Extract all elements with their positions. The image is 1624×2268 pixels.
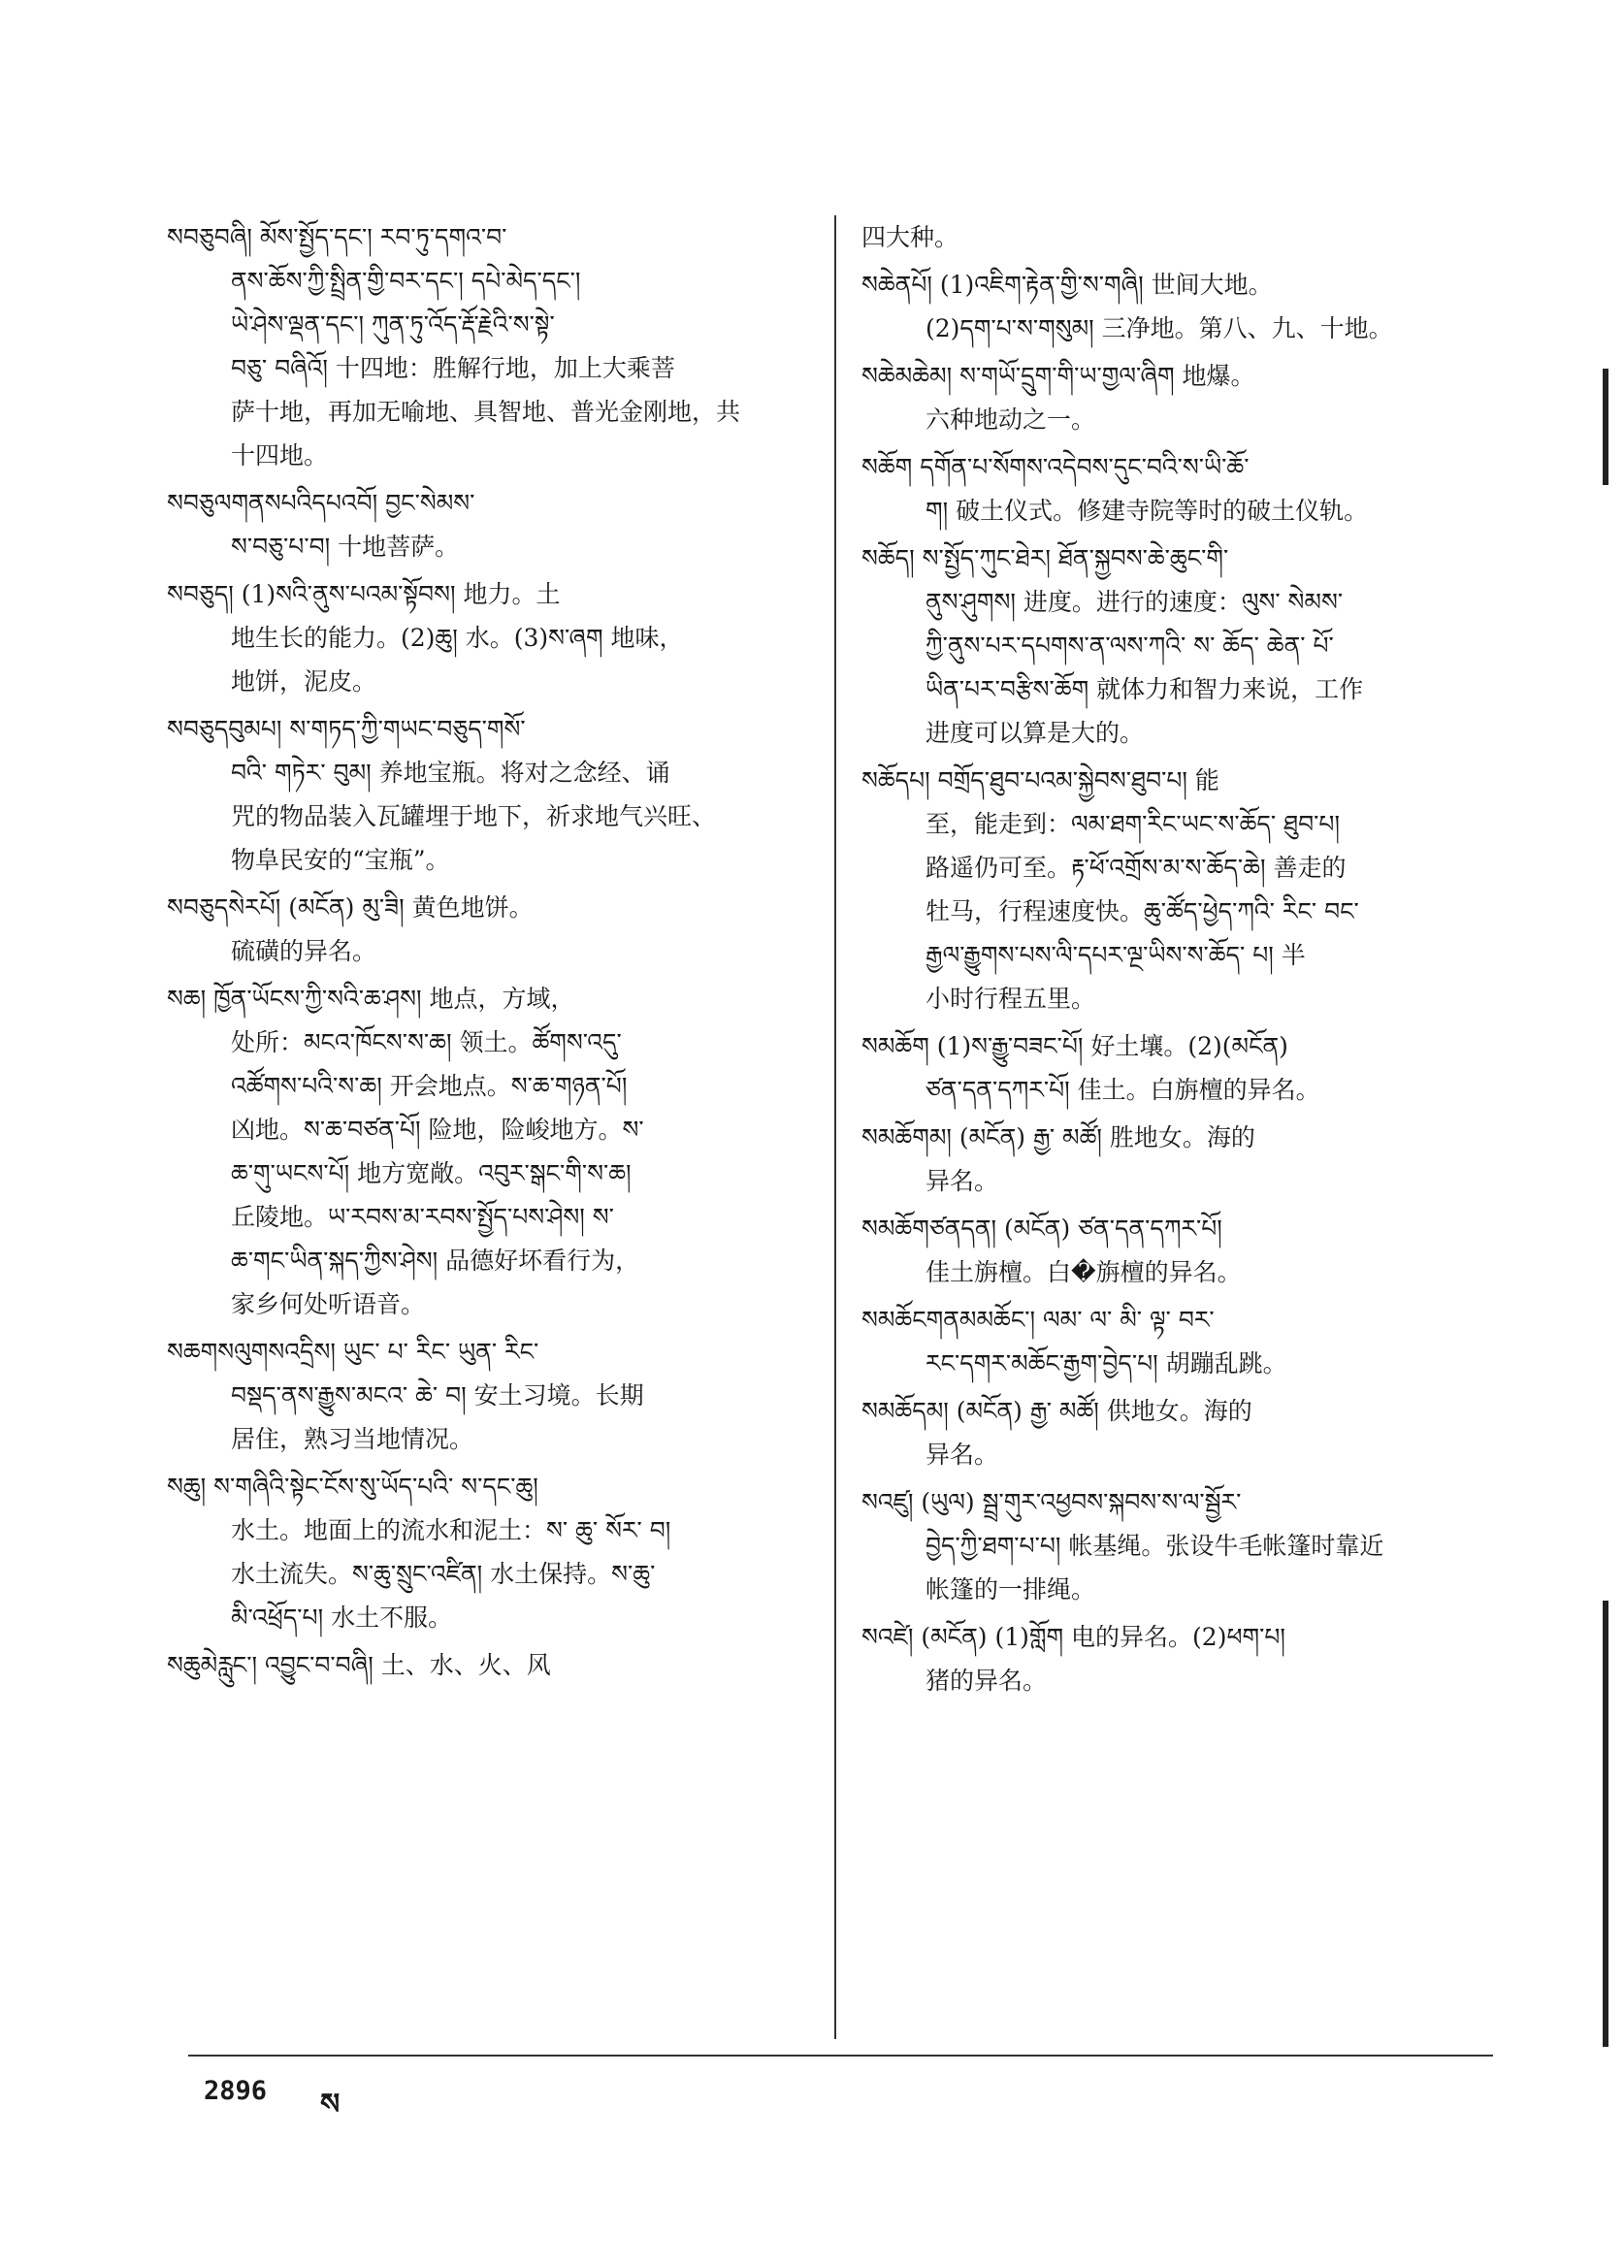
entry-first-line: སམཆོངགནམམཆོང་། ལམ་ ལ་ མི་ ལྟ་ བར་ bbox=[861, 1306, 1215, 1334]
entry-line: འཚོགས་པའི་ས་ཆ། 开会地点。ས་ཆ་གཉན་པོ། bbox=[231, 1072, 628, 1100]
entry-line: 居住，熟习当地情况。 bbox=[231, 1425, 474, 1453]
entry-line: ཀྱི་ནུས་པར་དཔགས་ན་ལས་ཀའི་ ས་ ཆོད་ ཆེན་ པོ་ bbox=[926, 632, 1334, 660]
entry-line: 异名。 bbox=[926, 1441, 999, 1469]
entry-first-line: སབཅུདབུམཔ། ས་གཏད་ཀྱི་གཡང་བཅུད་གསོ་ bbox=[167, 715, 526, 743]
dictionary-entry bbox=[861, 263, 1497, 350]
dictionary-entry bbox=[167, 707, 802, 882]
entry-line: (2)དག་པ་ས་གསུམ། 三净地。第八、九、十地。 bbox=[926, 314, 1393, 342]
entry-line: 物阜民安的“宝瓶”。 bbox=[231, 846, 450, 874]
footer-rule bbox=[188, 2055, 1493, 2057]
dictionary-entry bbox=[861, 759, 1497, 1021]
entry-line: 至，能走到：ལམ་ཐག་རིང་ཡང་ས་ཆོད་ ཐུབ་པ། bbox=[926, 810, 1340, 838]
dictionary-entry bbox=[167, 572, 802, 703]
entry-line: ག། 破土仪式。修建寺院等时的破土仪轨。 bbox=[926, 497, 1369, 525]
dictionary-entry bbox=[861, 1024, 1497, 1112]
entry-first-line: སཆགསལུགསའདྲིས། ཡུང་ པ་ རིང་ ཡུན་ རིང་ bbox=[167, 1338, 539, 1366]
dictionary-entry bbox=[861, 1207, 1497, 1294]
page-section-letter: ས bbox=[320, 2088, 341, 2122]
entry-first-line: སབཅུདསེརཔོ། (མངོན) མུ་ཟི། 黄色地饼。 bbox=[167, 893, 534, 922]
entry-first-line: སའཛེ། (མངོན) (1)གློག 电的异名。(2)ཕག་པ། bbox=[861, 1623, 1285, 1651]
entry-line: ནུས་ཤུགས། 进度。进行的速度：ལུས་ སེམས་ bbox=[926, 588, 1344, 616]
entry-line: མི་འཕྲོད་པ། 水土不服。 bbox=[231, 1604, 453, 1632]
entry-line: 牡马，行程速度快。ཆུ་ཚོད་ཕྱེད་ཀའི་ རིང་ བང་ bbox=[926, 897, 1359, 925]
entry-line: 十四地。 bbox=[231, 441, 329, 470]
page-number: 2896 bbox=[204, 2076, 268, 2106]
entry-first-line: སཆོག དགོན་པ་སོགས་འདེབས་དུང་བའི་ས་ཡི་ཆོ་ bbox=[861, 453, 1250, 481]
entry-first-line: སཆ། ཁྱོན་ཡོངས་ཀྱི་སའི་ཆ་ཤས། 地点，方域， bbox=[167, 985, 575, 1013]
entry-first-line: སམཆོགཙནདན། (མངོན) ཙན་དན་དཀར་པོ། bbox=[861, 1215, 1222, 1243]
entry-line: ཡེ་ཤེས་ལྡན་དང་། ཀུན་ཏུ་འོད་རྡོ་རྗེའི་ས་སྟེ་ bbox=[231, 310, 555, 339]
entry-first-line: སཆུམེརླུང་། འབྱུང་བ་བཞི། 土、水、火、风 bbox=[167, 1651, 551, 1679]
entry-first-line: སམཆོག (1)ས་རྒྱུ་བཟང་པོ། 好土壤。(2)(མངོན) bbox=[861, 1032, 1288, 1060]
entry-line: 咒的物品装入瓦罐埋于地下，祈求地气兴旺、 bbox=[231, 802, 717, 830]
entry-line: 丘陵地。ཡ་རབས་མ་རབས་སྤྱོད་པས་ཤེས། ས་ bbox=[231, 1203, 614, 1231]
entry-line: ནས་ཆོས་ཀྱི་སྤྲིན་གྱི་བར་དང་། དཔེ་མེད་དང་། bbox=[231, 267, 581, 295]
entry-line: ཙན་དན་དཀར་པོ། 佳土。白旃檀的异名。 bbox=[926, 1076, 1320, 1104]
entry-line: 路遥仍可至。རྟ་ཕོ་འགྲོས་མ་ས་ཆོད་ཆེ། 善走的 bbox=[926, 854, 1347, 882]
dictionary-entry bbox=[167, 1643, 802, 1687]
entry-line: ཡིན་པར་བརྩིས་ཆོག 就体力和智力来说，工作 bbox=[926, 675, 1364, 703]
entry-line: 地饼，泥皮。 bbox=[231, 667, 377, 696]
entry-first-line: སཆུ། ས་གཞིའི་སྟེང་ངོས་སུ་ཡོད་པའི་ ས་དང་ཆུ། bbox=[167, 1473, 538, 1501]
entry-line: 猪的异名。 bbox=[926, 1667, 1048, 1695]
entry-first-line: སཆེམཆེམ། ས་གཡོ་དྲུག་གི་ཡ་གྱལ་ཞིག 地爆。 bbox=[861, 362, 1255, 390]
entry-first-line: 四大种。 bbox=[861, 223, 959, 251]
entry-first-line: སབཅུལགནསཔའིདཔའབོ། བྱང་སེམས་ bbox=[167, 489, 475, 517]
entry-first-line: སབཅུད། (1)སའི་ནུས་པའམ་སྟོབས། 地力。土 bbox=[167, 580, 561, 608]
entry-line: 萨十地，再加无喻地、具智地、普光金刚地，共 bbox=[231, 398, 741, 426]
dictionary-entry bbox=[861, 445, 1497, 533]
dictionary-entry bbox=[167, 1330, 802, 1461]
dictionary-entry bbox=[861, 1298, 1497, 1385]
dictionary-entry bbox=[861, 1116, 1497, 1203]
entry-line: རྒྱལ་རྒྱུགས་པས་ལི་དཔར་ལྔ་ཡིས་ས་ཆོད་ པ། 半 bbox=[926, 941, 1306, 969]
entry-line: 六种地动之一。 bbox=[926, 405, 1096, 434]
entry-line: 处所：མངའ་ཁོངས་ས་ཆ། 领土。ཚོགས་འདུ་ bbox=[231, 1028, 622, 1056]
dictionary-entry bbox=[861, 1615, 1497, 1702]
dictionary-entry bbox=[167, 977, 802, 1326]
entry-line: 家乡何处听语音。 bbox=[231, 1290, 426, 1318]
entry-line: བཅུ་ བཞིའོ། 十四地：胜解行地，加上大乘菩 bbox=[231, 354, 675, 382]
entry-line: ས་བཅུ་པ་བ། 十地菩萨。 bbox=[231, 533, 460, 561]
entry-line: 凶地。ས་ཆ་བཙན་པོ། 险地，险峻地方。ས་ bbox=[231, 1116, 644, 1144]
entry-first-line: སམཆོགམ། (མངོན) རྒྱ་ མཚོ། 胜地女。海的 bbox=[861, 1123, 1255, 1151]
dictionary-entry bbox=[167, 215, 802, 477]
entry-line: 异名。 bbox=[926, 1167, 999, 1195]
entry-line: བསྡད་ནས་རྒྱུས་མངའ་ ཆེ་ བ། 安土习境。长期 bbox=[231, 1381, 644, 1409]
entry-first-line: སབཅུབཞི། མོས་སྤྱོད་དང་། རབ་ཏུ་དགའ་བ་ bbox=[167, 223, 507, 251]
entry-line: 水土。地面上的流水和泥土：ས་ ཆུ་ སོར་ བ། bbox=[231, 1516, 671, 1544]
left-column bbox=[167, 215, 802, 1691]
entry-line: 小时行程五里。 bbox=[926, 985, 1096, 1013]
dictionary-entry bbox=[861, 536, 1497, 755]
entry-first-line: སམཆོདམ། (མངོན) རྒྱ་ མཚོ། 供地女。海的 bbox=[861, 1397, 1252, 1425]
page-edge-mark bbox=[1603, 1601, 1608, 2047]
dictionary-entry bbox=[861, 1389, 1497, 1476]
entry-line: 水土流失。ས་ཆུ་སྲུང་འཛིན། 水土保持。ས་ཆུ་ bbox=[231, 1560, 656, 1588]
entry-line: བྱེད་ཀྱི་ཐག་པ་པ། 帐基绳。张设牛毛帐篷时靠近 bbox=[926, 1532, 1384, 1560]
entry-first-line: སའཛུ། (ཡུལ) སྦྲ་གུར་འཕྱབས་སྐབས་ས་ལ་སྦྱོར་ bbox=[861, 1488, 1242, 1516]
entry-line: བའི་ གཏེར་ བུམ། 养地宝瓶。将对之念经、诵 bbox=[231, 759, 670, 787]
entry-first-line: སཆོདཔ། བགྲོད་ཐུབ་པའམ་སྐྱེབས་ཐུབ་པ། 能 bbox=[861, 766, 1219, 794]
entry-line: ཆ་གང་ཡིན་སྐད་ཀྱིས་ཤེས། 品德好坏看行为， bbox=[231, 1247, 640, 1275]
dictionary-entry bbox=[861, 215, 1497, 259]
entry-first-line: སཆེནཔོ། (1)འཇིག་རྟེན་གྱི་ས་གཞི། 世间大地。 bbox=[861, 271, 1273, 299]
dictionary-entry bbox=[167, 886, 802, 973]
dictionary-entry bbox=[167, 481, 802, 568]
dictionary-entry bbox=[861, 354, 1497, 441]
entry-line: རང་དགར་མཆོང་རྒྱག་བྱེད་པ། 胡蹦乱跳。 bbox=[926, 1349, 1287, 1377]
entry-line: 进度可以算是大的。 bbox=[926, 719, 1145, 747]
page-edge-mark bbox=[1603, 369, 1608, 485]
entry-line: 硫磺的异名。 bbox=[231, 937, 377, 965]
entry-first-line: སཆོད། ས་སྤྱོད་ཀུང་ཐེར། ཐོན་སྐྱབས་ཆེ་ཆུང་གི་ bbox=[861, 544, 1229, 572]
dictionary-entry bbox=[861, 1480, 1497, 1611]
right-column bbox=[861, 215, 1497, 1706]
entry-line: ཆ་གུ་ཡངས་པོ། 地方宽敞。འབུར་སྒང་གི་ས་ཆ། bbox=[231, 1159, 632, 1187]
entry-line: 帐篷的一排绳。 bbox=[926, 1575, 1096, 1604]
dictionary-entry bbox=[167, 1465, 802, 1639]
column-divider bbox=[834, 215, 836, 2039]
entry-line: 地生长的能力。(2)ཆུ། 水。(3)ས་ཞག 地味， bbox=[231, 624, 684, 652]
entry-line: 佳土旃檀。白�旃檀的异名。 bbox=[926, 1258, 1242, 1286]
